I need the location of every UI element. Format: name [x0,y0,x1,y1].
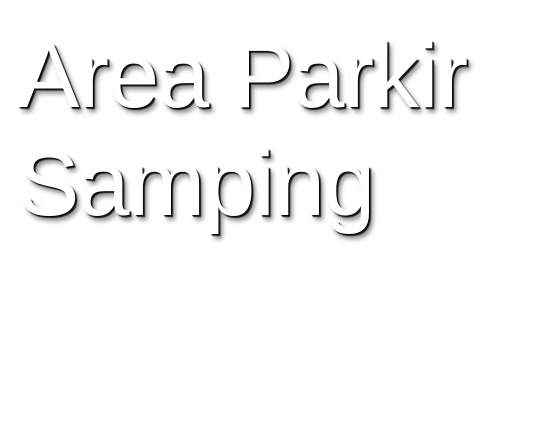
title-line-2: Samping [18,133,375,235]
title-line-1: Area Parkir [18,25,468,127]
page-title [18,22,467,238]
